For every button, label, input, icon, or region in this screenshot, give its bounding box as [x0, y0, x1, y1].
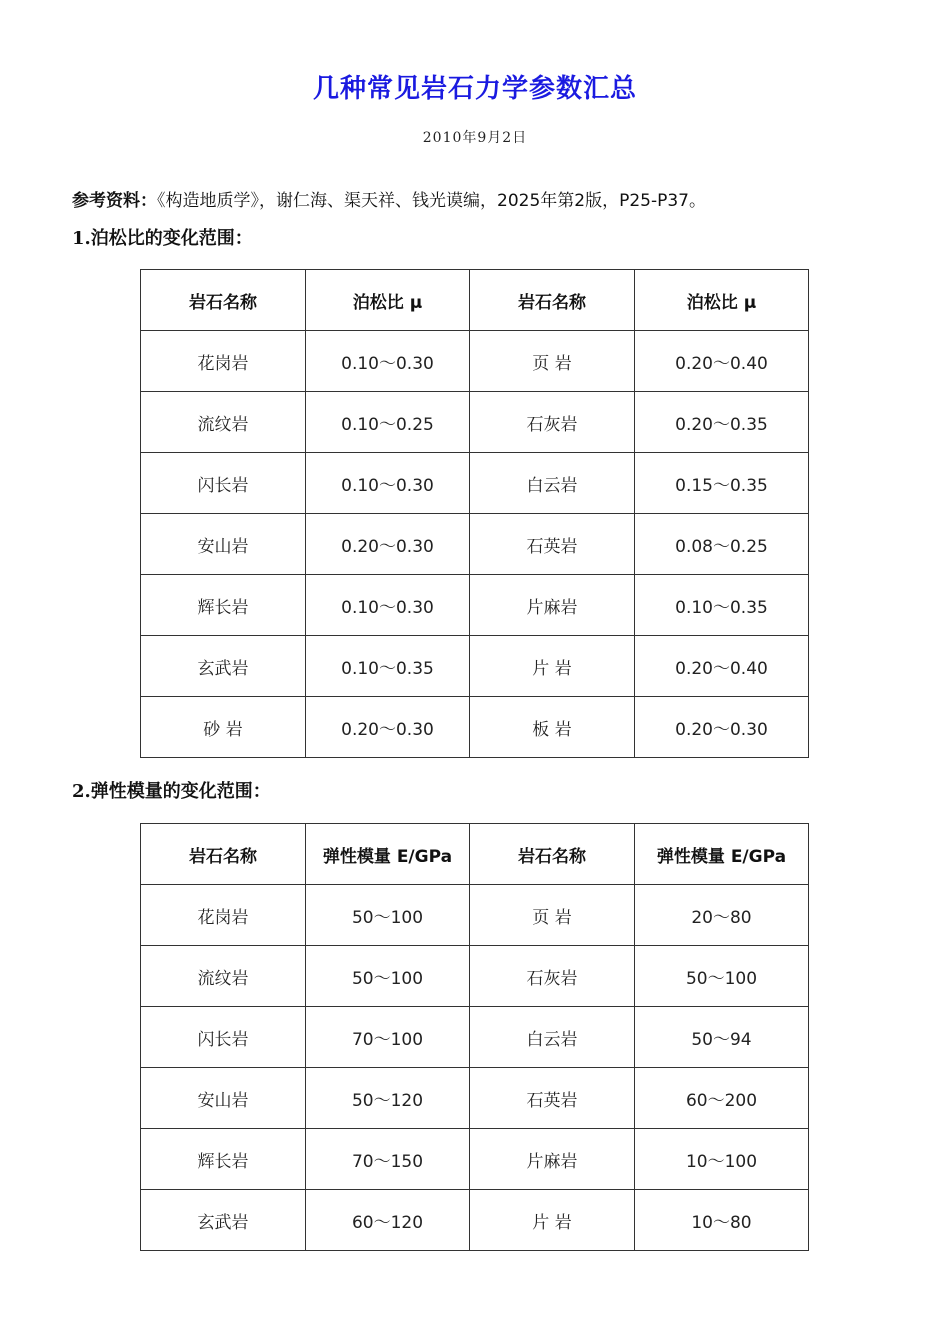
table-cell: 0.10～0.30	[306, 331, 470, 392]
section-heading-elastic-modulus: 2.弹性模量的变化范围：	[72, 781, 271, 802]
table-cell: 流纹岩	[141, 392, 306, 453]
table-cell: 片 岩	[470, 1190, 635, 1251]
document-date: 2010年9月2日	[422, 130, 528, 146]
table-cell: 白云岩	[470, 453, 635, 514]
table-row	[141, 453, 809, 514]
table-cell: 石灰岩	[470, 392, 635, 453]
table-cell: 0.10～0.30	[306, 575, 470, 636]
table-cell: 0.20～0.40	[635, 636, 809, 697]
table-cell: 玄武岩	[141, 636, 306, 697]
table-cell: 0.15～0.35	[635, 453, 809, 514]
table-row	[141, 1190, 809, 1251]
table-cell: 0.08～0.25	[635, 514, 809, 575]
column-header: 弹性模量 E/GPa	[635, 824, 809, 885]
table-cell: 50～120	[306, 1068, 470, 1129]
poisson-ratio-table	[140, 269, 809, 758]
column-header: 岩石名称	[141, 824, 306, 885]
reference-label: 参考资料：	[72, 191, 157, 211]
table-row	[141, 331, 809, 392]
table-cell: 安山岩	[141, 514, 306, 575]
table-cell: 50～100	[306, 946, 470, 1007]
table-cell: 60～120	[306, 1190, 470, 1251]
table-row	[141, 1129, 809, 1190]
table-row	[141, 392, 809, 453]
section-heading-poisson: 1.泊松比的变化范围：	[72, 228, 253, 249]
table-cell: 0.20～0.35	[635, 392, 809, 453]
table-cell: 20～80	[635, 885, 809, 946]
document-title: 几种常见岩石力学参数汇总	[312, 74, 637, 104]
table-cell: 石灰岩	[470, 946, 635, 1007]
table-cell: 花岗岩	[141, 331, 306, 392]
table-cell: 70～100	[306, 1007, 470, 1068]
table-cell: 70～150	[306, 1129, 470, 1190]
table-cell: 0.20～0.30	[635, 697, 809, 758]
elastic-modulus-table	[140, 823, 809, 1251]
table-cell: 片 岩	[470, 636, 635, 697]
table-cell: 10～100	[635, 1129, 809, 1190]
table-cell: 闪长岩	[141, 453, 306, 514]
table-cell: 60～200	[635, 1068, 809, 1129]
table-row	[141, 946, 809, 1007]
column-header: 岩石名称	[470, 824, 635, 885]
table-cell: 0.20～0.30	[306, 514, 470, 575]
table-cell: 页 岩	[470, 885, 635, 946]
table-cell: 石英岩	[470, 514, 635, 575]
table-cell: 花岗岩	[141, 885, 306, 946]
table-cell: 50～100	[635, 946, 809, 1007]
table-row	[141, 514, 809, 575]
table-cell: 0.10～0.25	[306, 392, 470, 453]
table-cell: 0.10～0.30	[306, 453, 470, 514]
reference-text: 《构造地质学》，谢仁海、渠天祥、钱光谟编，2025年第2版，P25-P37。	[157, 191, 706, 211]
column-header: 泊松比 μ	[635, 270, 809, 331]
table-row	[141, 1007, 809, 1068]
table-cell: 0.10～0.35	[635, 575, 809, 636]
table-cell: 流纹岩	[141, 946, 306, 1007]
table-cell: 片麻岩	[470, 1129, 635, 1190]
table-cell: 10～80	[635, 1190, 809, 1251]
table-cell: 片麻岩	[470, 575, 635, 636]
table-row	[141, 885, 809, 946]
column-header: 岩石名称	[141, 270, 306, 331]
table-cell: 0.10～0.35	[306, 636, 470, 697]
column-header: 弹性模量 E/GPa	[306, 824, 470, 885]
table-cell: 页 岩	[470, 331, 635, 392]
table-row	[141, 697, 809, 758]
table-cell: 石英岩	[470, 1068, 635, 1129]
table-cell: 砂 岩	[141, 697, 306, 758]
table-cell: 白云岩	[470, 1007, 635, 1068]
table-header-row	[141, 270, 809, 331]
table-row	[141, 1068, 809, 1129]
table-cell: 玄武岩	[141, 1190, 306, 1251]
table-cell: 50～94	[635, 1007, 809, 1068]
column-header: 岩石名称	[470, 270, 635, 331]
table-cell: 50～100	[306, 885, 470, 946]
table-cell: 闪长岩	[141, 1007, 306, 1068]
table-cell: 板 岩	[470, 697, 635, 758]
table-cell: 0.20～0.30	[306, 697, 470, 758]
table-cell: 安山岩	[141, 1068, 306, 1129]
table-row	[141, 636, 809, 697]
table-cell: 0.20～0.40	[635, 331, 809, 392]
table-header-row	[141, 824, 809, 885]
reference-line	[72, 186, 706, 211]
table-cell: 辉长岩	[141, 575, 306, 636]
table-cell: 辉长岩	[141, 1129, 306, 1190]
table-row	[141, 575, 809, 636]
column-header: 泊松比 μ	[306, 270, 470, 331]
